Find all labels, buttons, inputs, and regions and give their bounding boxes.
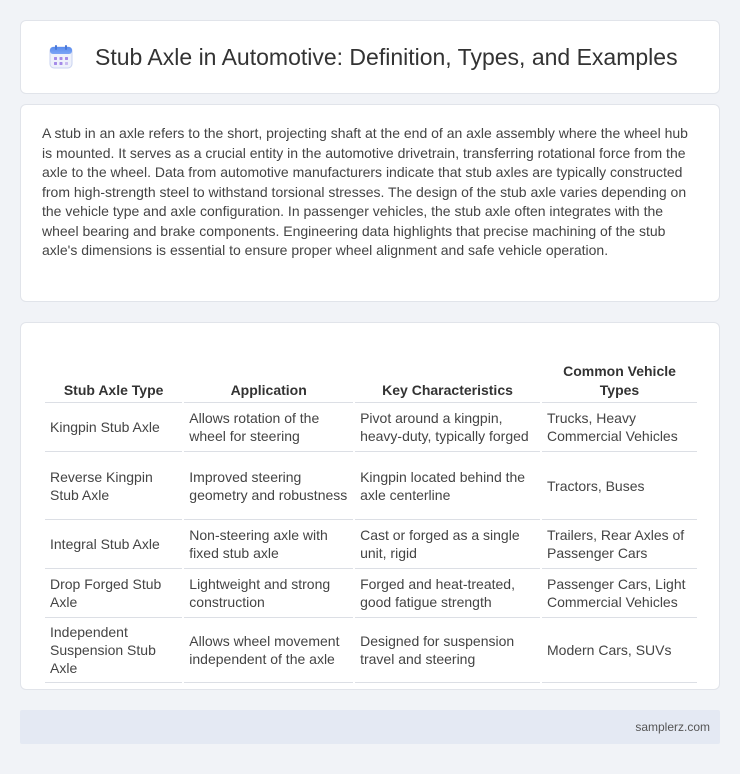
table-cell: Tractors, Buses — [542, 452, 697, 520]
table-cell: Kingpin Stub Axle — [45, 403, 182, 452]
table-row — [45, 569, 697, 618]
table-cell: Modern Cars, SUVs — [542, 618, 697, 683]
table-row — [45, 618, 697, 683]
table-cell: Improved steering geometry and robustness — [184, 452, 353, 520]
table-cell: Pivot around a kingpin, heavy-duty, typically forged — [355, 403, 540, 452]
intro-card — [20, 104, 720, 302]
table-cell: Integral Stub Axle — [45, 520, 182, 569]
table-row — [45, 403, 697, 452]
table-cell: Allows rotation of the wheel for steering — [184, 403, 353, 452]
intro-paragraph: A stub in an axle refers to the short, projecting shaft at the end of an axle assembly where the wheel hub is mounted. It serves as a crucial entity in the automotive drivetrain, transferring rotational force from the axle to the wheel. Data from automotive manufacturers indicate that stub axles are typically constructed from high-strength steel to withstand torsional stresses. The design of the stub axle varies depending on the vehicle type and axle configuration. In passenger vehicles, the stub axle often integrates with the wheel bearing and brake components. Engineering data highlights that precise machining of the stub axle's dimensions is essential to ensure proper wheel alignment and safe vehicle operation. — [42, 125, 688, 258]
title-card — [20, 20, 720, 94]
table-row — [45, 520, 697, 569]
table-cell: Lightweight and strong construction — [184, 569, 353, 618]
table-cell: Independent Suspension Stub Axle — [45, 618, 182, 683]
column-header: Application — [184, 341, 353, 403]
table-cell: Designed for suspension travel and steering — [355, 618, 540, 683]
table-row — [45, 452, 697, 520]
table-cell: Drop Forged Stub Axle — [45, 569, 182, 618]
stub-axle-table — [43, 341, 699, 683]
column-header: Common Vehicle Types — [542, 341, 697, 403]
table-cell: Allows wheel movement independent of the axle — [184, 618, 353, 683]
table-cell: Passenger Cars, Light Commercial Vehicles — [542, 569, 697, 618]
table-cell: Cast or forged as a single unit, rigid — [355, 520, 540, 569]
calendar-icon — [47, 43, 75, 71]
table-cell: Non-steering axle with fixed stub axle — [184, 520, 353, 569]
table-cell: Trailers, Rear Axles of Passenger Cars — [542, 520, 697, 569]
site-link[interactable]: samplerz.com — [635, 720, 710, 734]
footer-bar — [20, 710, 720, 744]
table-cell: Reverse Kingpin Stub Axle — [45, 452, 182, 520]
table-cell: Forged and heat-treated, good fatigue strength — [355, 569, 540, 618]
column-header: Key Characteristics — [355, 341, 540, 403]
column-header: Stub Axle Type — [45, 341, 182, 403]
page-title: Stub Axle in Automotive: Definition, Types, and Examples — [95, 43, 678, 70]
table-cell: Trucks, Heavy Commercial Vehicles — [542, 403, 697, 452]
table-header-row — [45, 341, 697, 403]
table-cell: Kingpin located behind the axle centerline — [355, 452, 540, 520]
table-card — [20, 322, 720, 690]
